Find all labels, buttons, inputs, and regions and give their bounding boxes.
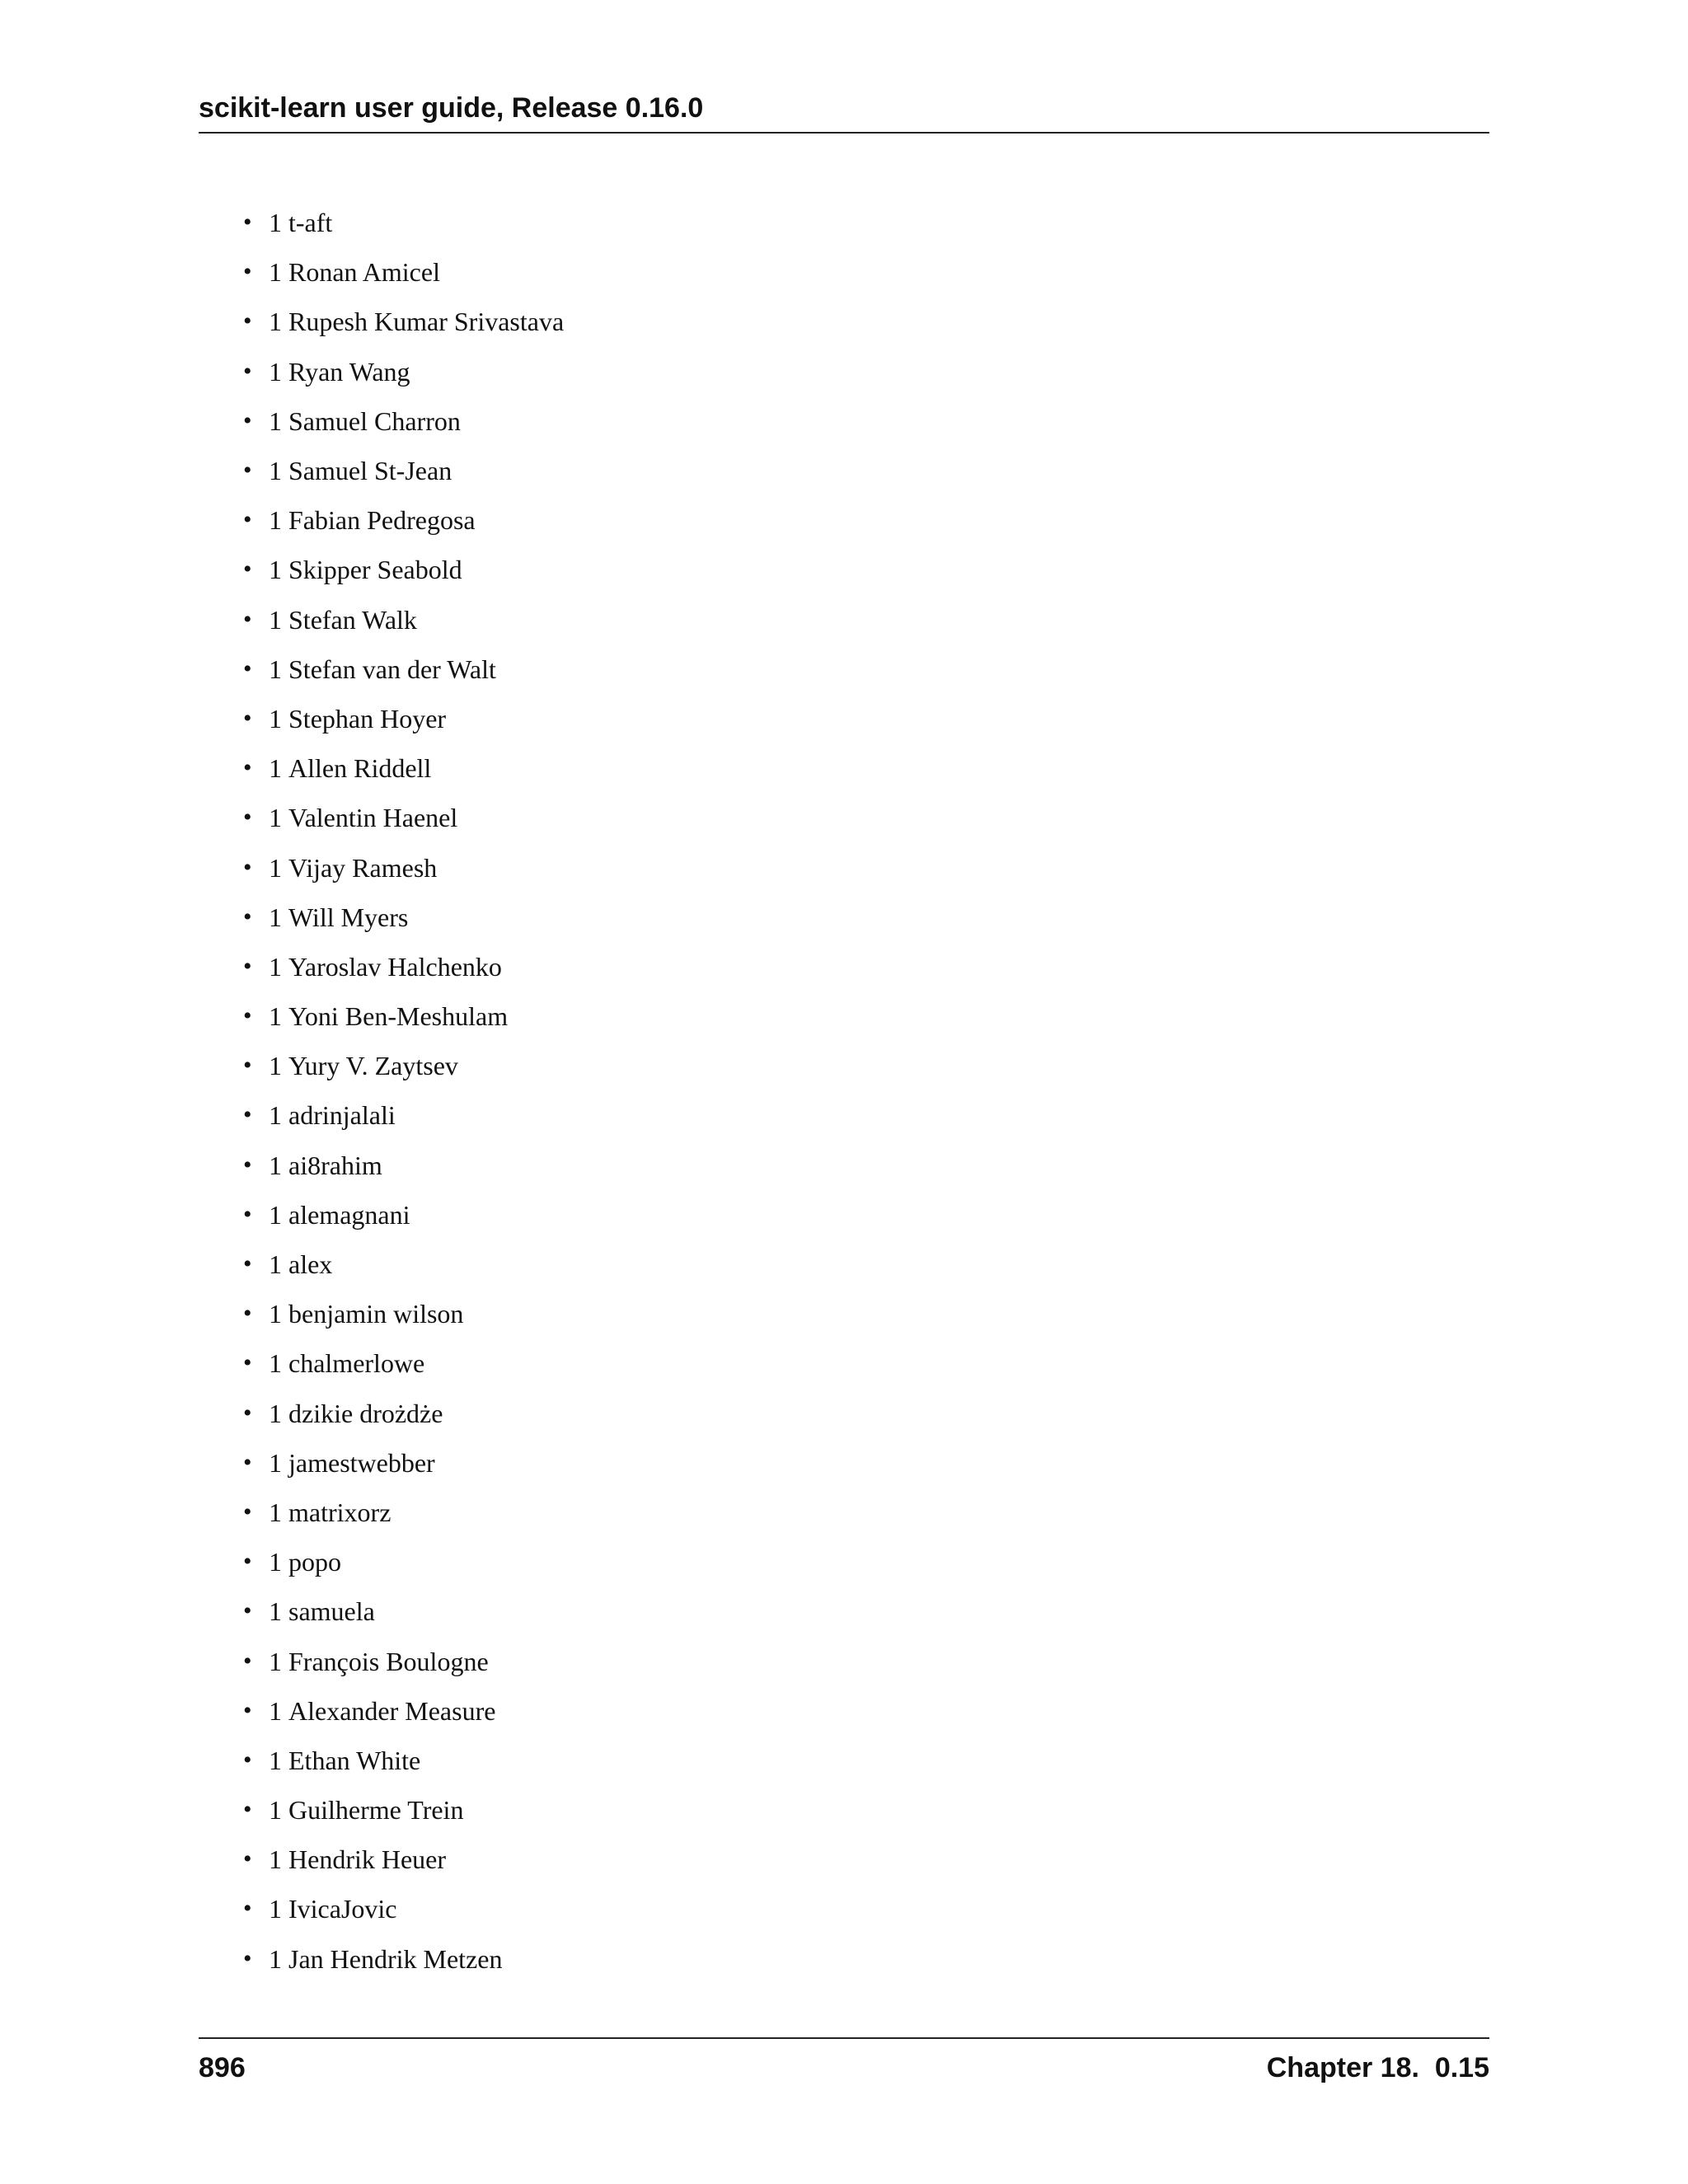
bullet-icon: • [243, 1052, 252, 1080]
commit-count: 1 [269, 257, 282, 288]
list-item [243, 1289, 564, 1338]
list-item [243, 793, 564, 842]
commit-count: 1 [269, 1249, 282, 1280]
bullet-icon: • [243, 654, 252, 682]
bullet-icon: • [243, 307, 252, 335]
list-item [243, 1190, 564, 1240]
list-item [243, 1041, 564, 1090]
list-item [243, 247, 564, 297]
contributor-name: Alexander Measure [288, 1695, 496, 1726]
contributor-name: Hendrik Heuer [288, 1844, 447, 1875]
contributor-name: adrinjalali [288, 1100, 396, 1131]
commit-count: 1 [269, 356, 282, 387]
contributor-name: Guilherme Trein [288, 1795, 464, 1825]
list-item [243, 545, 564, 594]
bullet-icon: • [243, 1944, 252, 1972]
bullet-icon: • [243, 457, 252, 485]
bullet-icon: • [243, 1101, 252, 1129]
contributor-name: Stephan Hoyer [288, 703, 447, 733]
bullet-icon: • [243, 804, 252, 832]
running-header [199, 89, 1489, 134]
list-item [243, 1240, 564, 1289]
list-item [243, 893, 564, 942]
contributor-name: Samuel Charron [288, 405, 461, 436]
contributor-name: Samuel St-Jean [288, 456, 452, 486]
bullet-icon: • [243, 406, 252, 434]
contributor-name: IvicaJovic [288, 1894, 397, 1924]
commit-count: 1 [269, 456, 282, 486]
list-item [243, 1785, 564, 1835]
commit-count: 1 [269, 1547, 282, 1577]
bullet-icon: • [243, 1647, 252, 1675]
bullet-icon: • [243, 1250, 252, 1278]
bullet-icon: • [243, 1746, 252, 1774]
contributor-name: dzikie drożdże [288, 1398, 443, 1428]
page-number: 896 [199, 2052, 246, 2083]
bullet-icon: • [243, 1300, 252, 1328]
list-item [243, 1389, 564, 1438]
bullet-icon: • [243, 1548, 252, 1576]
bullet-icon: • [243, 258, 252, 286]
bullet-icon: • [243, 1151, 252, 1179]
list-item [243, 942, 564, 991]
bullet-icon: • [243, 1349, 252, 1377]
bullet-icon: • [243, 1895, 252, 1923]
commit-count: 1 [269, 703, 282, 733]
commit-count: 1 [269, 1447, 282, 1478]
commit-count: 1 [269, 1199, 282, 1230]
contributor-name: Ronan Amicel [288, 257, 440, 288]
bullet-icon: • [243, 952, 252, 980]
contributor-name: Jan Hendrik Metzen [288, 1943, 503, 1974]
list-item [243, 1090, 564, 1140]
list-item [243, 495, 564, 545]
commit-count: 1 [269, 654, 282, 684]
list-item [243, 347, 564, 396]
contributor-name: Stefan Walk [288, 604, 417, 635]
list-item [243, 1141, 564, 1190]
commit-count: 1 [269, 505, 282, 536]
bullet-icon: • [243, 1002, 252, 1030]
contributor-name: Fabian Pedregosa [288, 505, 476, 536]
commit-count: 1 [269, 1398, 282, 1428]
commit-count: 1 [269, 1943, 282, 1974]
bullet-icon: • [243, 1597, 252, 1625]
list-item [243, 396, 564, 446]
commit-count: 1 [269, 1745, 282, 1775]
contributor-name: t-aft [288, 208, 333, 238]
contributor-name: Yaroslav Halchenko [288, 951, 502, 982]
contributor-name: popo [288, 1547, 341, 1577]
bullet-icon: • [243, 1845, 252, 1873]
contributor-name: Yury V. Zaytsev [288, 1051, 458, 1081]
list-item [243, 1586, 564, 1636]
contributor-list [243, 198, 564, 1984]
contributor-name: Ethan White [288, 1745, 421, 1775]
bullet-icon: • [243, 209, 252, 237]
list-item [243, 1835, 564, 1884]
contributor-name: Vijay Ramesh [288, 852, 438, 883]
bullet-icon: • [243, 704, 252, 732]
chapter-label: Chapter 18. 0.15 [1266, 2052, 1489, 2083]
list-item [243, 1636, 564, 1685]
list-item [243, 842, 564, 892]
list-item [243, 694, 564, 743]
list-item [243, 1438, 564, 1488]
commit-count: 1 [269, 1001, 282, 1032]
bullet-icon: • [243, 506, 252, 534]
commit-count: 1 [269, 1299, 282, 1329]
list-item [243, 644, 564, 694]
list-item [243, 991, 564, 1041]
bullet-icon: • [243, 357, 252, 385]
bullet-icon: • [243, 1796, 252, 1824]
bullet-icon: • [243, 1448, 252, 1476]
commit-count: 1 [269, 604, 282, 635]
contributor-name: jamestwebber [288, 1447, 435, 1478]
commit-count: 1 [269, 1596, 282, 1627]
commit-count: 1 [269, 1695, 282, 1726]
commit-count: 1 [269, 1100, 282, 1131]
bullet-icon: • [243, 1497, 252, 1526]
contributor-name: Rupesh Kumar Srivastava [288, 307, 565, 337]
list-item [243, 1934, 564, 1984]
list-item [243, 446, 564, 495]
header-title: scikit-learn user guide, Release 0.16.0 [199, 92, 704, 124]
contributor-name: Will Myers [288, 902, 409, 932]
bullet-icon: • [243, 853, 252, 881]
bullet-icon: • [243, 1200, 252, 1228]
contributor-name: François Boulogne [288, 1646, 489, 1676]
bullet-icon: • [243, 902, 252, 930]
commit-count: 1 [269, 208, 282, 238]
list-item [243, 1884, 564, 1933]
commit-count: 1 [269, 1150, 282, 1180]
commit-count: 1 [269, 1497, 282, 1527]
contributor-name: Stefan van der Walt [288, 654, 496, 684]
list-item [243, 1736, 564, 1785]
commit-count: 1 [269, 1646, 282, 1676]
commit-count: 1 [269, 902, 282, 932]
contributor-name: Allen Riddell [288, 753, 432, 784]
commit-count: 1 [269, 1051, 282, 1081]
contributor-name: chalmerlowe [288, 1348, 425, 1379]
contributor-name: ai8rahim [288, 1150, 382, 1180]
list-item [243, 1488, 564, 1537]
commit-count: 1 [269, 1844, 282, 1875]
commit-count: 1 [269, 852, 282, 883]
commit-count: 1 [269, 555, 282, 585]
contributor-name: alemagnani [288, 1199, 410, 1230]
contributor-name: Valentin Haenel [288, 803, 458, 833]
list-item [243, 743, 564, 793]
commit-count: 1 [269, 951, 282, 982]
contributor-name: Skipper Seabold [288, 555, 462, 585]
bullet-icon: • [243, 1399, 252, 1427]
bullet-icon: • [243, 1696, 252, 1724]
list-item [243, 1537, 564, 1586]
bullet-icon: • [243, 605, 252, 633]
commit-count: 1 [269, 1348, 282, 1379]
commit-count: 1 [269, 1795, 282, 1825]
list-item [243, 1686, 564, 1736]
commit-count: 1 [269, 405, 282, 436]
contributor-name: samuela [288, 1596, 375, 1627]
contributor-name: Ryan Wang [288, 356, 410, 387]
commit-count: 1 [269, 1894, 282, 1924]
bullet-icon: • [243, 555, 252, 583]
bullet-icon: • [243, 754, 252, 782]
running-footer [199, 2037, 1489, 2088]
contributor-name: Yoni Ben-Meshulam [288, 1001, 509, 1032]
contributor-name: matrixorz [288, 1497, 392, 1527]
contributor-name: alex [288, 1249, 333, 1280]
list-item [243, 1338, 564, 1388]
list-item [243, 198, 564, 247]
contributor-name: benjamin wilson [288, 1299, 464, 1329]
list-item [243, 595, 564, 644]
commit-count: 1 [269, 753, 282, 784]
commit-count: 1 [269, 307, 282, 337]
commit-count: 1 [269, 803, 282, 833]
list-item [243, 297, 564, 346]
